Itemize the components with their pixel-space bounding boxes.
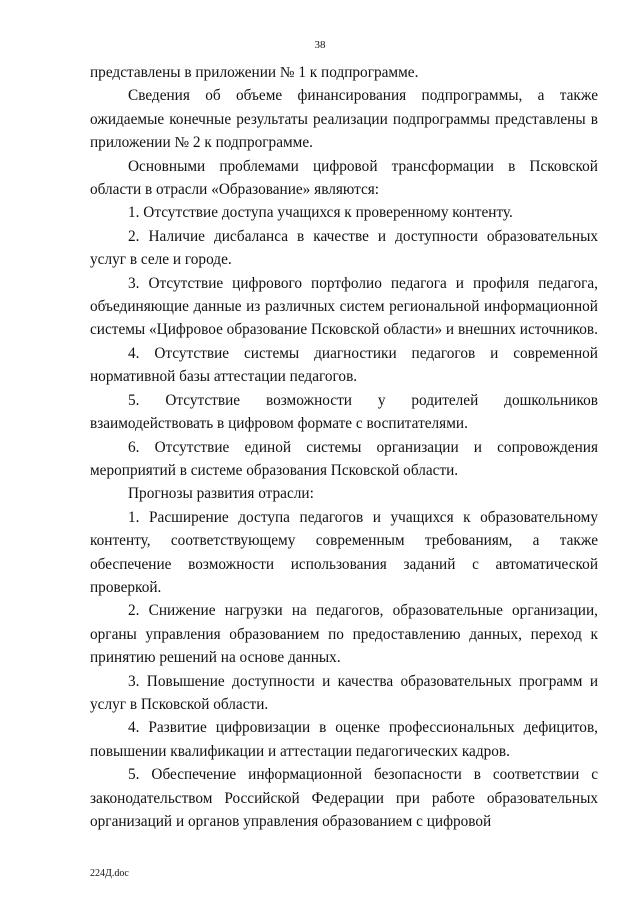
paragraph-problems-intro: Основными проблемами цифровой трансформации в Псковской области в отрасли «Образование» являются: <box>90 157 598 199</box>
problem-item-4: 4. Отсутствие системы диагностики педагогов и современной нормативной базы аттестации педагогов. <box>90 344 598 386</box>
footer-filename: 224Д.doc <box>90 868 129 879</box>
problem-item-6: 6. Отсутствие единой системы организации и сопровождения мероприятий в системе образования Псковской области. <box>90 438 598 479</box>
paragraph-continuation: представлены в приложении № 1 к подпрограмме. <box>90 64 419 81</box>
page-number: 38 <box>314 39 326 51</box>
forecast-item-4: 4. Развитие цифровизации в оценке профессиональных дефицитов, повышении квалификации и аттестации педагогических кадров. <box>90 719 598 760</box>
document-body <box>90 61 598 833</box>
forecast-item-2: 2. Снижение нагрузки на педагогов, образовательные организации, органы управления образованием по предоставлению данных, переход к принятию решений на основе данных. <box>90 602 598 667</box>
problem-item-5: 5. Отсутствие возможности у родителей дошкольников взаимодействовать в цифровом формате с воспитателями. <box>90 391 598 433</box>
paragraph-forecasts-intro: Прогнозы развития отрасли: <box>128 485 314 503</box>
forecast-item-5: 5. Обеспечение информационной безопасности в соответствии с законодательством Российской Федерации при работе образовательных организаций и органов управления образованием с цифровой <box>90 766 598 830</box>
forecast-item-3: 3. Повышение доступности и качества образовательных программ и услуг в Псковской области. <box>90 672 598 713</box>
forecast-item-1: 1. Расширение доступа педагогов и учащихся к образовательному контенту, соответствующему современным требованиям, а также обеспечение возможности использования заданий с автоматической проверкой. <box>90 508 598 596</box>
paragraph-financing-info: Сведения об объеме финансирования подпрограммы, а также ожидаемые конечные результаты реализации подпрограммы представлены в приложении № 2 к подпрограмме. <box>90 87 598 152</box>
problem-item-3: 3. Отсутствие цифрового портфолио педагога и профиля педагога, объединяющие данные из различных систем региональной информационной системы «Цифровое образование Псковской области» и внешних источников. <box>90 274 598 339</box>
problem-item-2: 2. Наличие дисбаланса в качестве и доступности образовательных услуг в селе и городе. <box>90 227 598 269</box>
problem-item-1: 1. Отсутствие доступа учащихся к проверенному контенту. <box>128 204 513 222</box>
